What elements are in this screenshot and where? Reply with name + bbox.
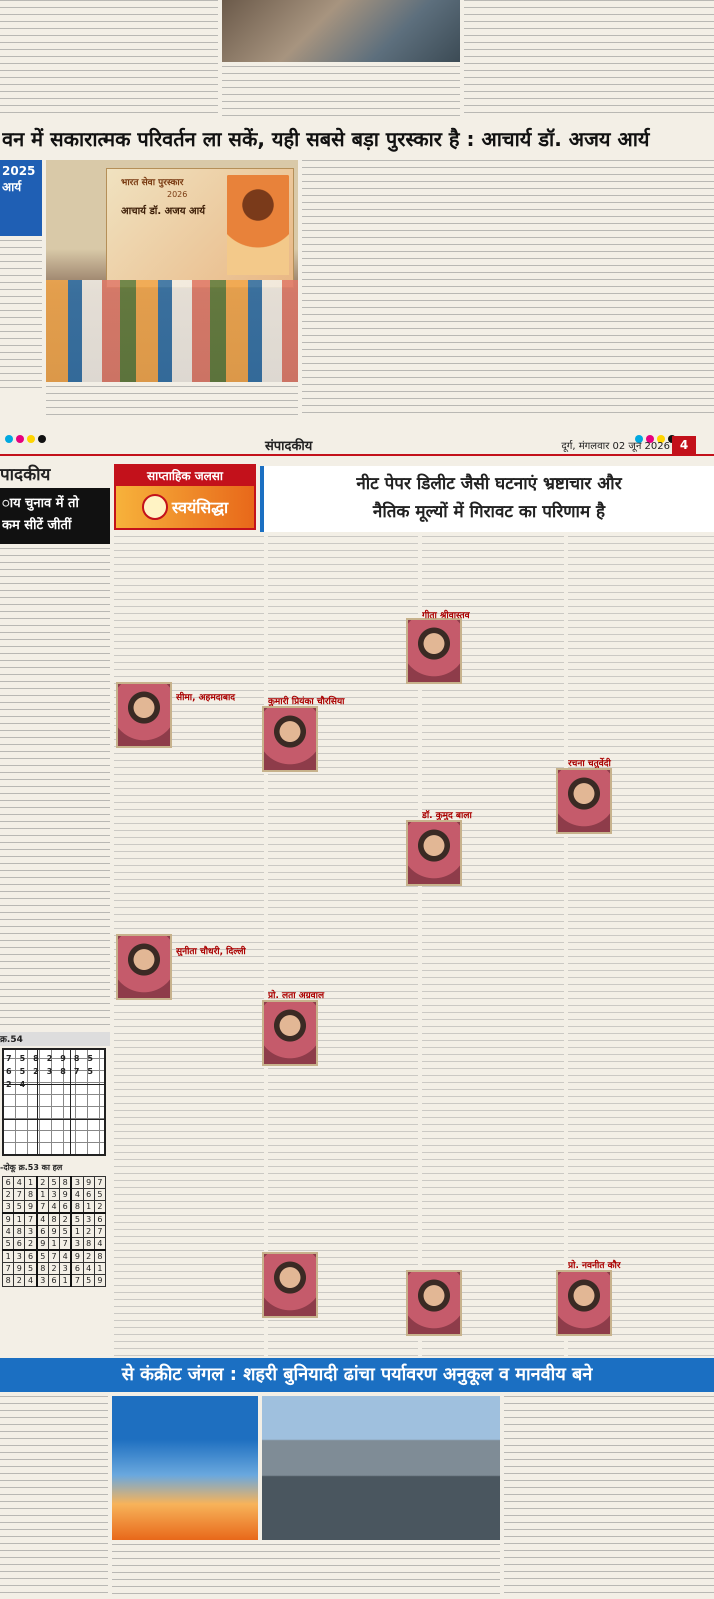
sudoku-row <box>3 1201 106 1214</box>
sudoku-cell: 5 <box>14 1201 25 1214</box>
contributor-name-5: गीता श्रीवास्तव <box>422 611 470 620</box>
contributor-photo-9 <box>556 768 612 834</box>
sudoku-cell: 2 <box>94 1201 105 1214</box>
sudoku-cell: 6 <box>37 1226 49 1238</box>
top-story-headline: वन में सकारात्मक परिवर्तन ला सकें, यही सबसे बड़ा पुरस्कार है : आचार्य डॉ. अजय आर्य <box>2 127 650 151</box>
sudoku-cell: 3 <box>48 1189 59 1201</box>
sudoku-cell: 3 <box>3 1201 14 1214</box>
sudoku-cell: 3 <box>71 1238 83 1251</box>
sudoku-cell: 7 <box>14 1189 25 1201</box>
weekly-brand <box>116 486 254 528</box>
sudoku-cell: 6 <box>71 1263 83 1275</box>
sudoku-cell: 1 <box>3 1250 14 1263</box>
bottom-left-text <box>0 1396 108 1599</box>
sudoku-cell: 4 <box>3 1226 14 1238</box>
page-header-rule <box>0 454 714 456</box>
sudoku-cell: 3 <box>60 1263 72 1275</box>
label-year: 2025 <box>2 164 36 178</box>
sudoku-cell: 6 <box>94 1213 105 1226</box>
top-story-body <box>302 160 714 418</box>
sudoku-cell: 7 <box>94 1226 105 1238</box>
left-black-box-line1: ाय चुनाव में तो <box>2 496 79 511</box>
top-right-columns <box>464 0 714 118</box>
sudoku-row <box>3 1213 106 1226</box>
sudoku-cell: 9 <box>83 1177 94 1189</box>
sudoku-cell: 7 <box>37 1201 49 1214</box>
award-caption <box>46 386 298 418</box>
sudoku-cell: 3 <box>37 1275 49 1287</box>
sudoku-cell: 8 <box>25 1189 37 1201</box>
sudoku-cell: 5 <box>94 1189 105 1201</box>
sudoku-cell: 4 <box>94 1238 105 1251</box>
sudoku-cell: 2 <box>25 1238 37 1251</box>
sudoku-cell: 1 <box>14 1213 25 1226</box>
award-banner-name: आचार्य डॉ. अजय आर्य <box>121 206 206 217</box>
sudoku-cell: 2 <box>3 1189 14 1201</box>
sudoku-cell: 1 <box>48 1238 59 1251</box>
sudoku-puzzle-digits: 7582985652387524 <box>6 1054 101 1089</box>
sudoku-cell: 1 <box>94 1263 105 1275</box>
sudoku-cell: 5 <box>25 1263 37 1275</box>
sudoku-cell: 4 <box>71 1189 83 1201</box>
sudoku-cell: 6 <box>48 1275 59 1287</box>
sudoku-cell: 5 <box>71 1213 83 1226</box>
sudoku-cell: 6 <box>25 1250 37 1263</box>
sudoku-cell: 4 <box>83 1263 94 1275</box>
sudoku-cell: 2 <box>37 1177 49 1189</box>
contributor-name-2: सुनीता चौधरी, दिल्ली <box>176 947 246 956</box>
sudoku-cell: 9 <box>94 1275 105 1287</box>
article-col-4 <box>568 536 714 1356</box>
sudoku-cell: 8 <box>71 1201 83 1214</box>
sudoku-cell: 5 <box>83 1275 94 1287</box>
page-number: 4 <box>672 436 696 454</box>
top-text-under-photo <box>222 66 460 118</box>
left-black-box <box>0 488 110 544</box>
sudoku-cell: 7 <box>48 1250 59 1263</box>
sudoku-cell: 3 <box>25 1226 37 1238</box>
award-backdrop <box>106 168 294 288</box>
sudoku-cell: 9 <box>48 1226 59 1238</box>
sudoku-solution-label: -दोकू क्र.53 का हल <box>0 1163 63 1172</box>
sudoku-cell: 7 <box>3 1263 14 1275</box>
sudoku-row <box>3 1275 106 1287</box>
contributor-name-3: कुमारी प्रियंका चौरसिया <box>268 697 345 706</box>
sudoku-cell: 6 <box>60 1201 72 1214</box>
main-headline-box <box>260 466 714 532</box>
top-left-blue-label <box>0 160 42 236</box>
sudoku-cell: 4 <box>37 1213 49 1226</box>
article-col-2 <box>268 536 418 1356</box>
contributor-name-1: सीमा, अहमदाबाद <box>176 693 236 702</box>
sudoku-cell: 5 <box>37 1250 49 1263</box>
sudoku-cell: 1 <box>37 1189 49 1201</box>
sudoku-row <box>3 1250 106 1263</box>
award-portrait-graphic <box>227 175 289 275</box>
page-section-title: संपादकीय <box>265 439 313 454</box>
page-date: दूर्ग, मंगलवार 02 जून 2026 <box>561 441 670 452</box>
sudoku-cell: 2 <box>60 1213 72 1226</box>
sudoku-cell: 2 <box>14 1275 25 1287</box>
sudoku-label: क्र.54 <box>0 1032 110 1046</box>
sudoku-cell: 3 <box>14 1250 25 1263</box>
sudoku-cell: 9 <box>71 1250 83 1263</box>
sudoku-cell: 4 <box>14 1177 25 1189</box>
top-left-column-text <box>0 240 42 390</box>
sudoku-cell: 9 <box>14 1263 25 1275</box>
sudoku-cell: 1 <box>83 1201 94 1214</box>
sudoku-cell: 9 <box>3 1213 14 1226</box>
sudoku-cell: 8 <box>3 1275 14 1287</box>
main-headline-line2: नैतिक मूल्यों में गिरावट का परिणाम है <box>372 502 606 522</box>
label-name: आर्य <box>2 180 22 194</box>
sudoku-solution <box>2 1176 106 1285</box>
sudoku-row <box>3 1189 106 1201</box>
weekly-heading: साप्ताहिक जलसा <box>116 466 254 486</box>
contributor-photo-1 <box>116 682 172 748</box>
sudoku-cell: 7 <box>94 1177 105 1189</box>
contributor-photo-6 <box>406 618 462 684</box>
weekly-box <box>114 464 256 530</box>
sudoku-row <box>3 1226 106 1238</box>
award-photo <box>46 160 298 382</box>
sudoku-cell: 4 <box>48 1201 59 1214</box>
left-editorial-title: पादकीय <box>0 465 51 485</box>
sudoku-cell: 8 <box>48 1213 59 1226</box>
weekly-brand-text: स्वयंसिद्धा <box>171 498 229 517</box>
contributor-photo-4 <box>262 1000 318 1066</box>
sudoku-puzzle-grid <box>2 1048 106 1156</box>
contributor-name-7: रचना चतुर्वेदी <box>568 759 611 768</box>
sudoku-cell: 5 <box>3 1238 14 1251</box>
contributor-photo-3 <box>262 706 318 772</box>
bottom-story-banner: से कंक्रीट जंगल : शहरी बुनियादी ढांचा पर्यावरण अनुकूल व मानवीय बने <box>0 1358 714 1392</box>
sudoku-cell: 7 <box>71 1275 83 1287</box>
sudoku-solution-table <box>2 1176 106 1287</box>
contributor-photo-8 <box>406 1270 462 1336</box>
sudoku-cell: 7 <box>25 1213 37 1226</box>
contributor-photo-10 <box>556 1270 612 1336</box>
sudoku-cell: 8 <box>60 1177 72 1189</box>
sudoku-cell: 4 <box>60 1250 72 1263</box>
sudoku-cell: 6 <box>83 1189 94 1201</box>
sudoku-row <box>3 1177 106 1189</box>
main-headline-line1: नीट पेपर डिलीट जैसी घटनाएं भ्रष्टाचार और <box>356 474 622 494</box>
top-text-columns <box>0 0 218 118</box>
sudoku-cell: 8 <box>83 1238 94 1251</box>
color-dots-left <box>2 428 82 438</box>
sudoku-row <box>3 1238 106 1251</box>
sudoku-cell: 8 <box>14 1226 25 1238</box>
sudoku-cell: 9 <box>60 1189 72 1201</box>
sudoku-cell: 4 <box>25 1275 37 1287</box>
weekly-sun-icon <box>142 494 168 520</box>
sudoku-cell: 9 <box>37 1238 49 1251</box>
sudoku-cell: 1 <box>25 1177 37 1189</box>
bottom-right-text <box>504 1396 714 1599</box>
sudoku-cell: 5 <box>48 1177 59 1189</box>
sudoku-cell: 8 <box>94 1250 105 1263</box>
sudoku-cell: 6 <box>14 1238 25 1251</box>
sudoku-cell: 8 <box>37 1263 49 1275</box>
award-people-row <box>46 280 298 382</box>
sudoku-cell: 1 <box>60 1275 72 1287</box>
contributor-photo-5 <box>262 1252 318 1318</box>
sudoku-cell: 7 <box>60 1238 72 1251</box>
sudoku-cell: 9 <box>25 1201 37 1214</box>
award-banner-year: 2026 <box>167 190 188 199</box>
sudoku-row <box>3 1263 106 1275</box>
sudoku-cell: 5 <box>60 1226 72 1238</box>
bottom-city-photo <box>262 1396 500 1540</box>
sudoku-cell: 3 <box>83 1213 94 1226</box>
bottom-caption-text <box>112 1544 500 1599</box>
award-banner-title: भारत सेवा पुरस्कार <box>121 178 184 188</box>
left-editorial-body <box>0 548 110 1028</box>
contributor-name-6: डॉ. कुमुद बाला <box>422 811 472 820</box>
sudoku-cell: 2 <box>83 1226 94 1238</box>
sudoku-cell: 3 <box>71 1177 83 1189</box>
top-group-photo <box>222 0 460 62</box>
bottom-sky-photo <box>112 1396 258 1540</box>
contributor-photo-7 <box>406 820 462 886</box>
left-black-box-line2: कम सीटें जीतीं <box>2 518 72 533</box>
sudoku-cell: 6 <box>3 1177 14 1189</box>
contributor-photo-2 <box>116 934 172 1000</box>
contributor-name-8: प्रो. नवनीत कौर <box>568 1261 621 1270</box>
sudoku-cell: 1 <box>71 1226 83 1238</box>
sudoku-cell: 2 <box>83 1250 94 1263</box>
contributor-name-4: प्रो. लता अग्रवाल <box>268 991 325 1000</box>
sudoku-cell: 2 <box>48 1263 59 1275</box>
